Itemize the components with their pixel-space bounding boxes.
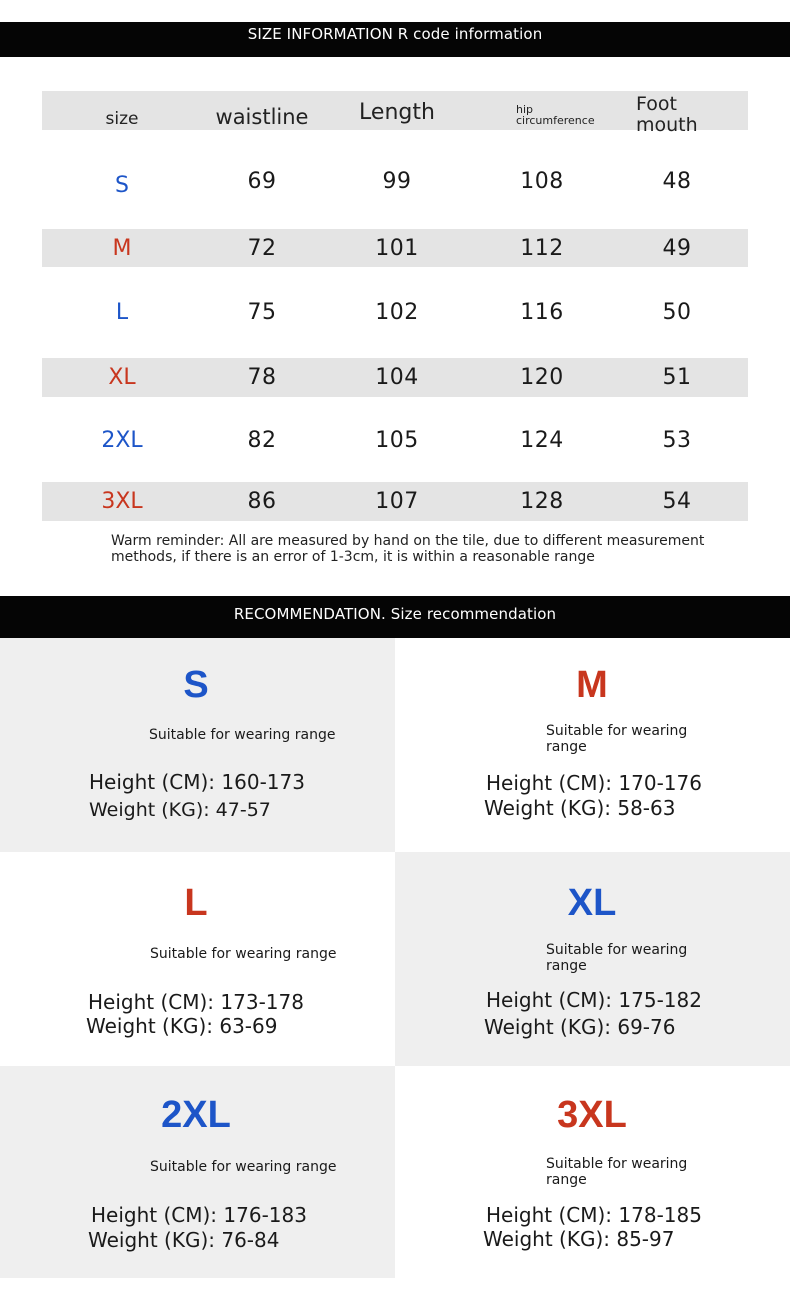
waistline-value: 72 [247,235,277,261]
card-weight-range: Weight (KG): 69-76 [484,1015,676,1039]
size-row-2xl [42,420,748,460]
card-range-text: Suitable for wearing range [149,727,336,743]
foot-mouth-value: 49 [662,235,692,261]
card-height-range: Height (CM): 175-182 [486,988,702,1012]
size-label: 2XL [101,427,143,453]
recommendation-card-2xl [0,1066,395,1278]
card-range-text: Suitable for wearing range [546,942,688,974]
header-hip-line2: circumference [516,113,595,127]
size-row-3xl [42,482,748,521]
recommendation-card-3xl [395,1066,790,1278]
waistline-value: 86 [247,489,277,514]
card-size-label: S [183,664,209,706]
length-value: 105 [375,427,419,453]
length-value: 104 [375,365,419,390]
card-size-label: 2XL [161,1094,231,1136]
warm-reminder-note: Warm reminder: All are measured by hand on the tile, due to different measurement methods, if there is an error of 1-3cm, it is within a reasonable range [111,533,705,565]
card-height-range: Height (CM): 176-183 [91,1203,307,1227]
header-waistline: waistline [215,104,309,129]
header-foot-line1: Foot [636,92,677,115]
size-label: M [112,235,132,261]
waistline-value: 78 [247,365,277,390]
hip-value: 124 [520,427,564,453]
card-height-range: Height (CM): 170-176 [486,771,702,795]
card-weight-range: Weight (KG): 58-63 [484,796,676,820]
hip-value: 112 [520,235,564,261]
waistline-value: 82 [247,427,277,453]
recommendation-card-xl [395,852,790,1066]
hip-value: 116 [520,299,564,325]
size-row-m [42,229,748,267]
foot-mouth-value: 51 [662,365,692,390]
card-range-text: Suitable for wearing range [150,1159,337,1175]
foot-mouth-value: 53 [662,427,692,453]
card-height-range: Height (CM): 173-178 [88,990,304,1014]
header-hip-circumference [516,91,646,130]
hip-value: 108 [520,168,564,194]
size-row-xl [42,358,748,397]
card-weight-range: Weight (KG): 85-97 [483,1227,675,1251]
size-label: L [115,299,129,325]
card-height-range: Height (CM): 160-173 [89,770,305,794]
waistline-value: 69 [247,168,277,194]
header-size: size [105,108,139,129]
recommendation-banner: RECOMMENDATION. Size recommendation [0,596,790,638]
card-size-label: XL [567,882,617,924]
foot-mouth-value: 54 [662,489,692,514]
card-size-label: 3XL [557,1094,627,1136]
foot-mouth-value: 48 [662,168,692,194]
hip-value: 128 [520,489,564,514]
header-length: Length [359,100,435,125]
header-foot-mouth [636,91,746,134]
size-information-banner: SIZE INFORMATION R code information [0,22,790,57]
length-value: 107 [375,489,419,514]
size-label: S [115,172,129,198]
length-value: 99 [382,168,412,194]
recommendation-card-l [0,852,395,1066]
foot-mouth-value: 50 [662,299,692,325]
card-weight-range: Weight (KG): 76-84 [88,1228,280,1252]
length-value: 102 [375,299,419,325]
size-label: XL [108,365,136,390]
card-size-label: M [576,664,608,706]
waistline-value: 75 [247,299,277,325]
card-range-text: Suitable for wearing range [546,1156,688,1188]
recommendation-card-s [0,638,395,852]
size-label: 3XL [101,489,143,514]
recommendation-card-m [395,638,790,852]
card-range-text: Suitable for wearing range [150,946,337,962]
length-value: 101 [375,235,419,261]
hip-value: 120 [520,365,564,390]
size-table-header-row [42,91,748,136]
header-foot-line2: mouth [636,113,698,136]
card-range-text: Suitable for wearing range [546,723,688,755]
card-height-range: Height (CM): 178-185 [486,1203,702,1227]
size-row-s [42,160,748,202]
header-hip-line1: hip [516,102,534,116]
card-weight-range: Weight (KG): 63-69 [86,1014,278,1038]
size-row-l [42,292,748,332]
card-weight-range: Weight (KG): 47-57 [89,799,271,821]
card-size-label: L [184,882,208,924]
